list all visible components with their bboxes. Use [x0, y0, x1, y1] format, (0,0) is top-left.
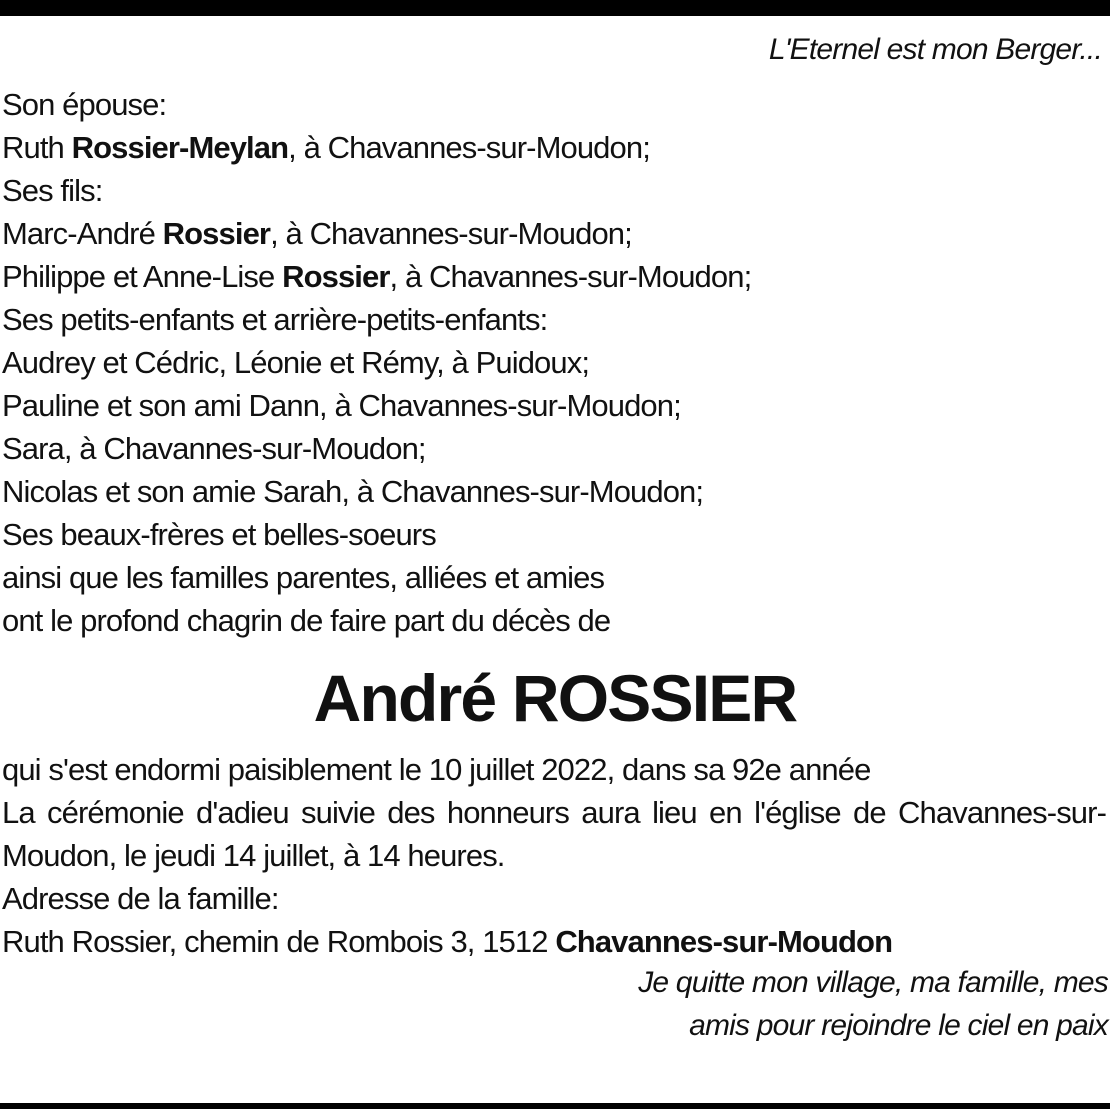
relatives-line: ainsi que les familles parentes, alliées et amies	[2, 560, 605, 595]
top-border	[0, 0, 1110, 16]
son-entry-1	[2, 212, 1102, 255]
motto: L'Eternel est mon Berger...	[768, 33, 1102, 66]
spouse-entry	[2, 126, 1102, 169]
details-block	[2, 748, 1106, 963]
son-entry-2	[2, 255, 1102, 298]
deceased-name: André ROSSIER	[313, 661, 797, 735]
spouse-place: , à Chavannes-sur-Moudon;	[288, 130, 650, 165]
address-line	[2, 920, 1106, 963]
grandchild-entry: Audrey et Cédric, Léonie et Rémy, à Puidoux;	[2, 345, 590, 380]
address-text: Ruth Rossier, chemin de Rombois 3, 1512	[2, 924, 556, 959]
spouse-surname: Rossier-Meylan	[71, 130, 289, 165]
address-heading: Adresse de la famille:	[2, 881, 279, 916]
farewell-quote: Je quitte mon village, ma famille, mes amis pour rejoindre le ciel en paix	[638, 966, 1108, 1042]
son1-place: , à Chavannes-sur-Moudon;	[270, 216, 632, 251]
announcement-line: ont le profond chagrin de faire part du décès de	[2, 603, 611, 638]
son2-surname: Rossier	[282, 259, 390, 294]
spouse-first: Ruth	[2, 130, 72, 165]
bottom-border	[0, 1103, 1110, 1109]
family-list	[2, 83, 1102, 642]
inlaws-line: Ses beaux-frères et belles-soeurs	[2, 517, 436, 552]
son2-place: , à Chavannes-sur-Moudon;	[389, 259, 752, 294]
grandchild-entry: Sara, à Chavannes-sur-Moudon;	[2, 431, 426, 466]
address-city: Chavannes-sur-Moudon	[555, 924, 893, 959]
passing-line: qui s'est endormi paisiblement le 10 juillet 2022, dans sa 92e année	[2, 752, 871, 787]
grandchildren-heading: Ses petits-enfants et arrière-petits-enfants:	[2, 302, 548, 337]
son1-first: Marc-André	[2, 216, 163, 251]
spouse-heading: Son épouse:	[2, 87, 167, 122]
sons-heading: Ses fils:	[2, 173, 103, 208]
son2-first: Philippe et Anne-Lise	[2, 259, 283, 294]
grandchild-entry: Nicolas et son amie Sarah, à Chavannes-sur-Moudon;	[2, 474, 704, 509]
grandchild-entry: Pauline et son ami Dann, à Chavannes-sur-Moudon;	[2, 388, 681, 423]
son1-surname: Rossier	[162, 216, 271, 251]
ceremony-paragraph: La cérémonie d'adieu suivie des honneurs aura lieu en l'église de Chavannes-sur-Moudon, le jeudi 14 juillet, à 14 heures.	[2, 795, 1106, 873]
